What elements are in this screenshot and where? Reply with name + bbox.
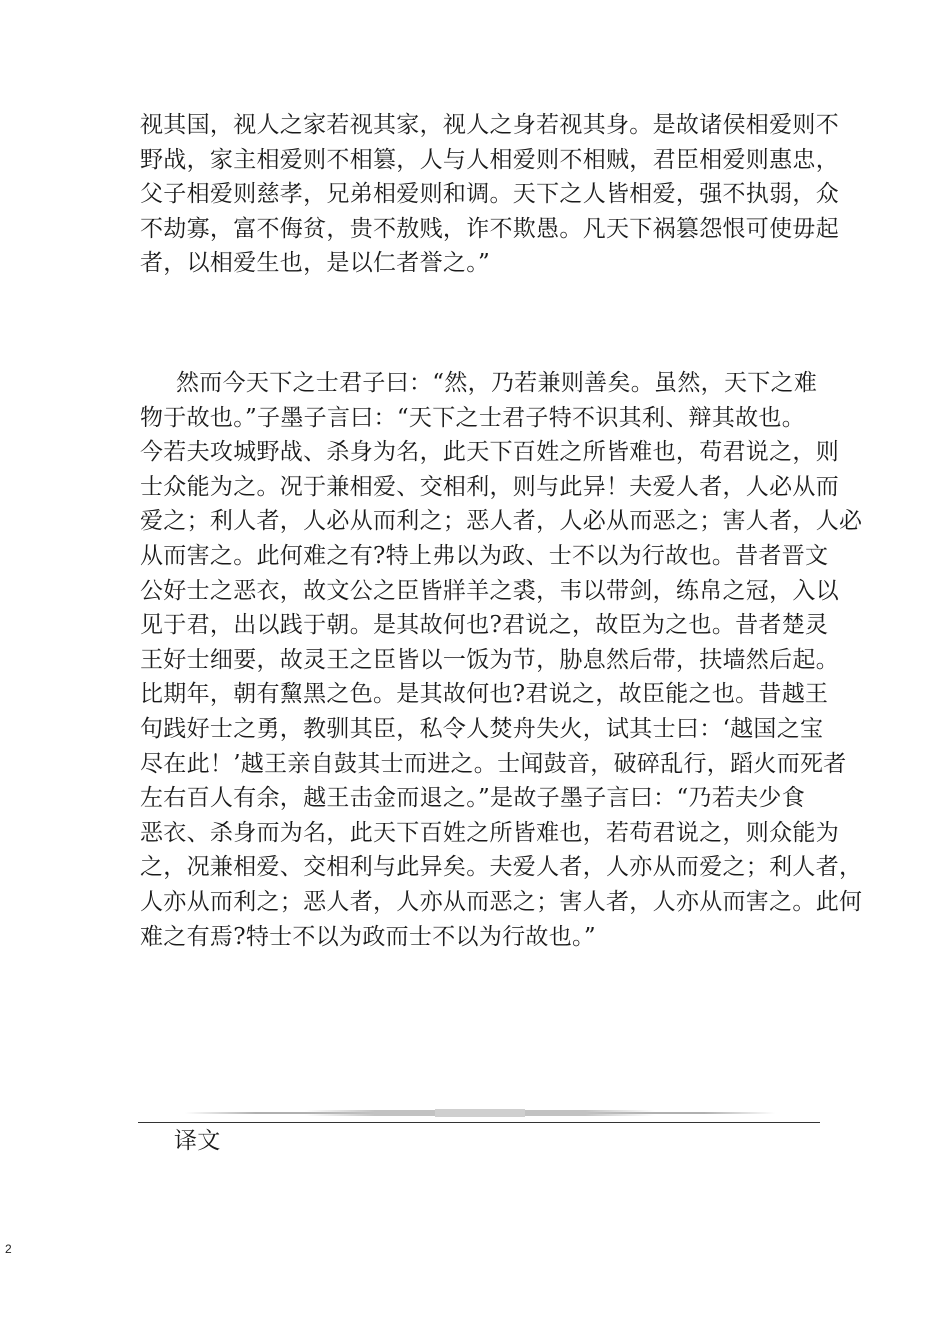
paragraph-line: 视其国，视人之家若视其家，视人之身若视其身。是故诸侯相爱则不 bbox=[140, 112, 839, 138]
paragraph-line: 见于君，出以践于朝。是其故何也?君说之，故臣为之也。昔者楚灵 bbox=[140, 612, 829, 639]
paragraph-line: 爱之；利人者，人必从而利之；恶人者，人必从而恶之；害人者，人必 bbox=[140, 508, 863, 535]
paragraph-1 bbox=[140, 108, 839, 281]
decorative-divider bbox=[185, 1108, 775, 1118]
paragraph-line: 句践好士之勇，教驯其臣，私令人焚舟失火，试其士曰：‘越国之宝 bbox=[140, 715, 824, 742]
paragraph-line: 然而今天下之士君子曰：“然，乃若兼则善矣。虽然，天下之难 bbox=[176, 370, 818, 396]
paragraph-line: 今若夫攻城野战、杀身为名，此天下百姓之所皆难也，苟君说之，则 bbox=[140, 439, 839, 466]
divider-bar-center bbox=[435, 1109, 525, 1117]
paragraph-line: 人亦从而利之；恶人者，人亦从而恶之；害人者，人亦从而害之。此何 bbox=[140, 888, 863, 915]
page-number: 2 bbox=[5, 1242, 12, 1256]
paragraph-line: 士众能为之。况于兼相爱、交相利，则与此异！夫爱人者，人必从而 bbox=[140, 473, 839, 500]
paragraph-line: 公好士之恶衣，故文公之臣皆牂羊之裘，韦以带剑，练帛之冠，入以 bbox=[140, 577, 839, 604]
paragraph-line: 王好士细要，故灵王之臣皆以一饭为节，胁息然后带，扶墙然后起。 bbox=[140, 646, 839, 673]
paragraph-line: 野战，家主相爱则不相篡，人与人相爱则不相贼，君臣相爱则惠忠， bbox=[140, 146, 839, 173]
paragraph-line: 之，况兼相爱、交相利与此异矣。夫爱人者，人亦从而爱之；利人者， bbox=[140, 854, 863, 881]
paragraph-line: 不劫寡，富不侮贫，贵不敖贱，诈不欺愚。凡天下祸篡怨恨可使毋起 bbox=[140, 215, 839, 242]
paragraph-line: 从而害之。此何难之有?特上弗以为政、士不以为行故也。昔者晋文 bbox=[140, 542, 829, 569]
paragraph-line: 尽在此！’越王亲自鼓其士而进之。士闻鼓音，破碎乱行，蹈火而死者 bbox=[140, 750, 847, 777]
paragraph-line: 难之有焉?特士不以为政而士不以为行故也。” bbox=[140, 923, 596, 950]
paragraph-line: 父子相爱则慈孝，兄弟相爱则和调。天下之人皆相爱，强不执弱，众 bbox=[140, 181, 839, 208]
paragraph-line: 左右百人有余，越王击金而退之。”是故子墨子言曰：“乃若夫少食 bbox=[140, 785, 806, 812]
paragraph-line: 比期年，朝有黧黑之色。是其故何也?君说之，故臣能之也。昔越王 bbox=[140, 681, 829, 708]
section-rule bbox=[138, 1122, 820, 1123]
paragraph-line: 者，以相爱生也，是以仁者誉之。” bbox=[140, 250, 491, 277]
section-heading: 译文 bbox=[174, 1128, 221, 1154]
paragraph-2 bbox=[140, 366, 863, 954]
paragraph-line: 恶衣、杀身而为名，此天下百姓之所皆难也，若苟君说之，则众能为 bbox=[140, 819, 839, 846]
paragraph-line: 物于故也。”子墨子言曰：“天下之士君子特不识其利、辩其故也。 bbox=[140, 404, 806, 431]
